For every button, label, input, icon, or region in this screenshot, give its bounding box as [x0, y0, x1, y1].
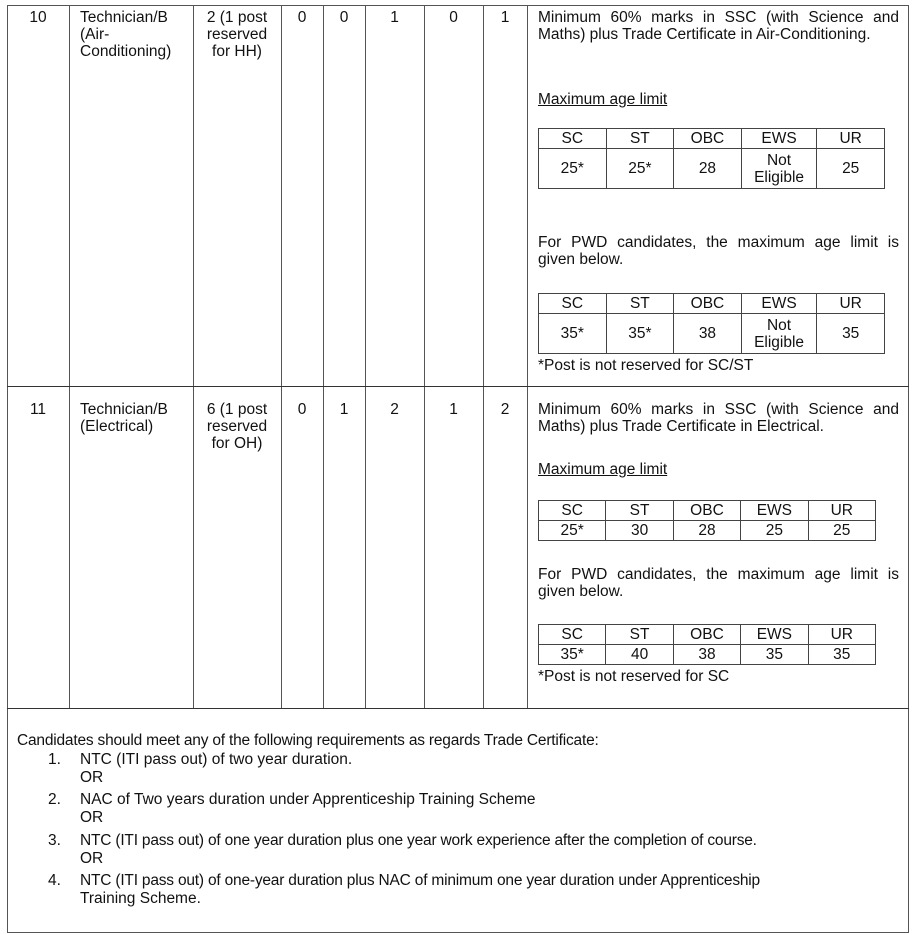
age-limit-table — [538, 500, 876, 541]
footnote: *Post is not reserved for SC — [538, 668, 730, 685]
category-count: 0 — [297, 9, 307, 26]
list-item-continuation: Training Scheme. — [80, 890, 201, 907]
age-header-st: ST — [606, 129, 674, 149]
row-divider — [7, 386, 909, 387]
category-count: 0 — [339, 9, 349, 26]
serial-number: 11 — [29, 401, 47, 418]
column-divider — [69, 5, 70, 708]
category-count: 0 — [449, 9, 458, 26]
list-number: 1. — [48, 751, 61, 768]
qualification-text: Minimum 60% marks in SSC (with Science and Maths) plus Trade Certificate in Air-Conditioning. — [538, 9, 899, 43]
pwd-value-obc: 38 — [674, 314, 742, 354]
pwd-value-obc: 38 — [673, 645, 740, 665]
or-separator: OR — [80, 850, 104, 867]
list-number: 2. — [48, 791, 61, 808]
or-separator: OR — [80, 769, 104, 786]
vacancy-line: reserved — [206, 26, 268, 43]
pwd-header-st: ST — [606, 625, 673, 645]
list-item: NTC (ITI pass out) of one-year duration plus NAC of minimum one year duration under Apprenticeship — [80, 872, 760, 889]
category-count: 1 — [449, 401, 458, 418]
category-count: 2 — [390, 401, 399, 418]
age-header-ur: UR — [817, 129, 885, 149]
pwd-value-ews: 35 — [741, 645, 808, 665]
column-divider — [365, 5, 366, 708]
column-divider — [527, 5, 528, 708]
age-header-obc: OBC — [674, 129, 742, 149]
footnote: *Post is not reserved for SC/ST — [538, 357, 754, 374]
vacancy-count — [193, 9, 281, 60]
post-name-line: Technician/B — [80, 401, 168, 418]
category-count: 1 — [500, 9, 510, 26]
category-count: 0 — [297, 401, 307, 418]
age-header-ews: EWS — [741, 501, 808, 521]
pwd-value-ur: 35 — [808, 645, 875, 665]
age-header-ews: EWS — [741, 129, 817, 149]
vacancy-line: 6 (1 post — [206, 401, 268, 418]
age-header-obc: OBC — [673, 501, 740, 521]
age-limit-heading: Maximum age limit — [538, 461, 668, 478]
age-header-st: ST — [606, 501, 673, 521]
age-value-st: 30 — [606, 521, 673, 541]
age-value-ews: 25 — [741, 521, 808, 541]
vacancy-line: 2 (1 post — [206, 9, 268, 26]
vacancy-line: for HH) — [212, 43, 262, 60]
list-item: NTC (ITI pass out) of one year duration plus one year work experience after the completion of course. — [80, 832, 757, 849]
post-name-line: (Electrical) — [80, 418, 154, 435]
list-item: NAC of Two years duration under Apprenticeship Training Scheme — [80, 791, 536, 808]
qualification-text: Minimum 60% marks in SSC (with Science and Maths) plus Trade Certificate in Electrical. — [538, 401, 899, 435]
age-header-sc: SC — [539, 501, 606, 521]
age-table-header-row — [539, 294, 885, 314]
column-divider — [424, 5, 425, 708]
age-value-obc: 28 — [673, 521, 740, 541]
age-table-value-row — [539, 645, 876, 665]
pwd-header-st: ST — [606, 294, 674, 314]
post-name — [80, 9, 192, 60]
age-value-ur: 25 — [817, 149, 885, 189]
pwd-header-ur: UR — [817, 294, 885, 314]
pwd-header-ur: UR — [808, 625, 875, 645]
pwd-value-st: 35* — [606, 314, 674, 354]
pwd-value-st: 40 — [606, 645, 673, 665]
age-header-ur: UR — [808, 501, 875, 521]
pwd-value-ews: Not Eligible — [741, 314, 817, 354]
pwd-text: For PWD candidates, the maximum age limit is given below. — [538, 566, 899, 600]
age-value-ews: Not Eligible — [741, 149, 817, 189]
row-divider — [7, 708, 909, 709]
age-limit-table — [538, 128, 885, 189]
age-table-header-row — [539, 129, 885, 149]
age-table-header-row — [539, 501, 876, 521]
age-value-obc: 28 — [674, 149, 742, 189]
list-number: 3. — [48, 832, 61, 849]
age-value-ur: 25 — [808, 521, 875, 541]
list-number: 4. — [48, 872, 61, 889]
pwd-header-obc: OBC — [674, 294, 742, 314]
vacancy-count — [193, 401, 281, 452]
post-name — [80, 401, 192, 435]
age-header-sc: SC — [539, 129, 607, 149]
list-item: NTC (ITI pass out) of two year duration. — [80, 751, 353, 768]
note-intro: Candidates should meet any of the following requirements as regards Trade Certificate: — [17, 732, 599, 749]
column-divider — [281, 5, 282, 708]
category-count: 1 — [339, 401, 349, 418]
pwd-value-ur: 35 — [817, 314, 885, 354]
post-name-line: (Air- — [80, 26, 110, 43]
age-value-sc: 25* — [539, 149, 607, 189]
pwd-text: For PWD candidates, the maximum age limit is given below. — [538, 234, 899, 268]
category-count: 2 — [500, 401, 510, 418]
column-divider — [323, 5, 324, 708]
vacancy-line: reserved — [206, 418, 268, 435]
age-table-header-row — [539, 625, 876, 645]
pwd-header-sc: SC — [539, 294, 607, 314]
column-divider — [193, 5, 194, 708]
vacancy-line: for OH) — [211, 435, 263, 452]
column-divider — [483, 5, 484, 708]
pwd-header-ews: EWS — [741, 294, 817, 314]
category-count: 1 — [390, 9, 399, 26]
serial-number: 10 — [29, 9, 47, 26]
pwd-value-sc: 35* — [539, 314, 607, 354]
post-name-line: Technician/B — [80, 9, 168, 26]
pwd-header-obc: OBC — [673, 625, 740, 645]
age-table-value-row — [539, 314, 885, 354]
age-limit-heading: Maximum age limit — [538, 91, 668, 108]
pwd-header-sc: SC — [539, 625, 606, 645]
age-table-value-row — [539, 149, 885, 189]
pwd-age-limit-table — [538, 624, 876, 665]
pwd-header-ews: EWS — [741, 625, 808, 645]
pwd-value-sc: 35* — [539, 645, 606, 665]
age-value-sc: 25* — [539, 521, 606, 541]
pwd-age-limit-table — [538, 293, 885, 354]
post-name-line: Conditioning) — [80, 43, 172, 60]
age-value-st: 25* — [606, 149, 674, 189]
age-table-value-row — [539, 521, 876, 541]
or-separator: OR — [80, 809, 104, 826]
